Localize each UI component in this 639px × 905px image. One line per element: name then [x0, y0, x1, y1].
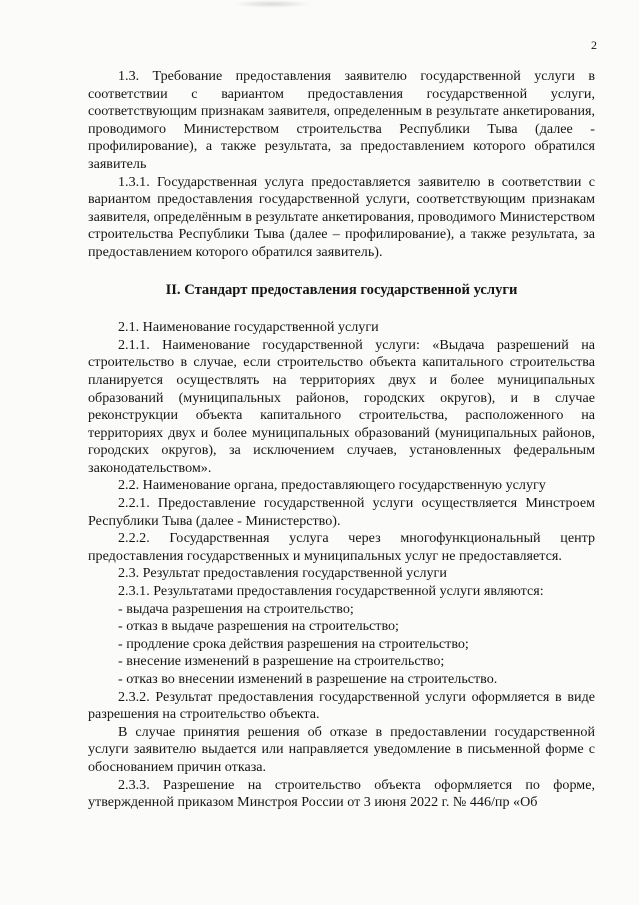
paragraph-p-2-1: 2.1. Наименование государственной услуги	[118, 319, 379, 336]
paragraph-p-2-3-1: 2.3.1. Результатами предоставления государственной услуги являются:	[118, 583, 544, 600]
paragraph-item-3: - продление срока действия разрешения на строительство;	[118, 635, 469, 652]
paragraph-item-5: - отказ во внесении изменений в разрешение на строительство.	[118, 671, 498, 687]
document-body	[88, 68, 595, 812]
paragraph-p-2-3-2: 2.3.2. Результат предоставления государственной услуги оформляется в виде разрешения на строительство объекта.	[88, 688, 595, 723]
paragraph-section-title: II. Стандарт предоставления государственной услуги	[165, 281, 518, 298]
paragraph-p-2-3-3: 2.3.3. Разрешение на строительство объекта оформляется по форме, утвержденной приказом Минстроя России от 3 июня 2022 г. № 446/пр «Об	[88, 776, 595, 811]
scan-artifact	[232, 0, 312, 8]
paragraph-p-1-3-1: 1.3.1. Государственная услуга предоставляется заявителю в соответствии с вариантом предоставления государственной услуги, соответствующим признакам заявителя, определённым в результате анкетирования, проводимого Министерством строительства Республики Тыва (далее – профилирование), а также результата, за предоставлением которого обратился заявитель).	[88, 173, 595, 260]
paragraph-p-2-2-2: 2.2.2. Государственная услуга через многофункциональный центр предоставления государственных и муниципальных услуг не предоставляется.	[88, 530, 595, 564]
paragraph-p-2-2-1: 2.2.1. Предоставление государственной услуги осуществляется Минстроем Республики Тыва (далее - Министерство).	[88, 495, 595, 529]
paragraph-p-1-3: 1.3. Требование предоставления заявителю государственной услуги в соответствии с вариантом предоставления государственной услуги, соответствующим признакам заявителя, определенным в результате анкетирования, проводимого Министерством строительства Республики Тыва (далее - профилирование), а также результата, за предоставлением которого обратился заявитель	[88, 68, 595, 172]
paragraph-item-4: - внесение изменений в разрешение на строительство;	[118, 653, 445, 670]
paragraph-p-2-3: 2.3. Результат предоставления государственной услуги	[118, 565, 447, 582]
paragraph-p-2-2: 2.2. Наименование органа, предоставляющего государственную услугу	[118, 477, 546, 494]
paragraph-item-1: - выдача разрешения на строительство;	[118, 600, 354, 617]
paragraph-p-refusal: В случае принятия решения об отказе в предоставлении государственной услуги заявителю выдается или направляется уведомление в письменной форме с обоснованием причин отказа.	[88, 723, 595, 775]
page-number: 2	[591, 38, 597, 52]
paragraph-item-2: - отказ в выдаче разрешения на строительство;	[118, 618, 399, 635]
paragraph-p-2-1-1: 2.1.1. Наименование государственной услуги: «Выдача разрешений на строительство в случае, если строительство объекта капитального строительства планируется осуществлять на территориях двух и более муниципальных образований (муниципальных районов, городских округов), и в случае реконструкции объекта капитального строительства, расположенного на территориях двух и более муниципальных образований (муниципальных районов, городских округов), за исключением случаев, установленных федеральным законодательством».	[88, 336, 595, 476]
